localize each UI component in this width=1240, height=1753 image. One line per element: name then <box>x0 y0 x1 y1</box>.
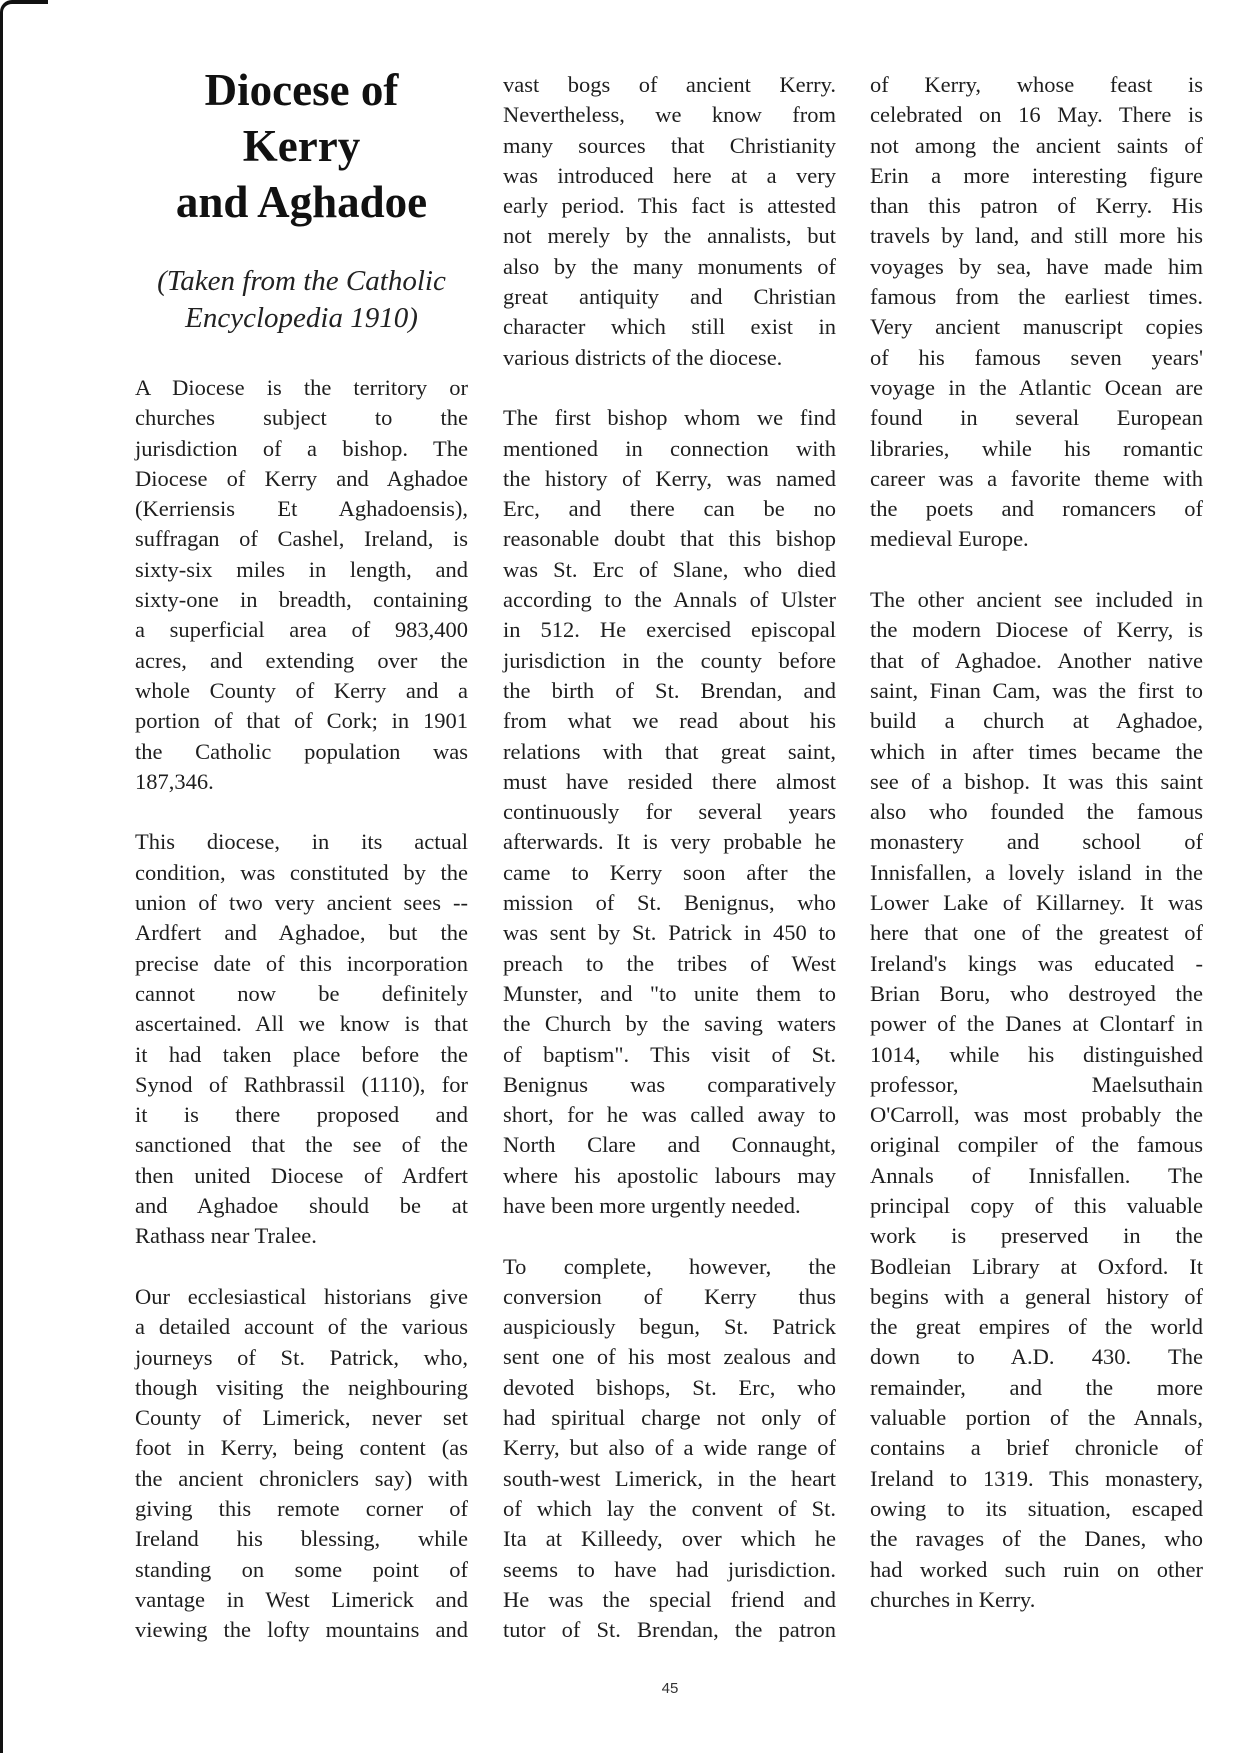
text-line: reasonable doubt that this bishop <box>503 526 836 552</box>
text-line: Nevertheless, we know from <box>503 102 836 128</box>
text-line: The other ancient see included in <box>870 587 1203 613</box>
paragraph <box>870 70 1203 555</box>
text-line: whole County of Kerry and a <box>135 677 468 703</box>
text-line: monastery and school of <box>870 829 1203 855</box>
text-line: Ireland's kings was educated - <box>870 950 1203 976</box>
page-corner-mark <box>0 0 48 1753</box>
text-line: Ireland to 1319. This monastery, <box>870 1465 1203 1491</box>
text-line: union of two very ancient sees -- <box>135 890 468 916</box>
text-line: mission of St. Benignus, who <box>503 890 836 916</box>
text-line: Diocese of Kerry and Aghadoe <box>135 465 468 491</box>
text-line: valuable portion of the Annals, <box>870 1405 1203 1431</box>
text-line: saint, Finan Cam, was the first to <box>870 677 1203 703</box>
text-line: Munster, and "to unite them to <box>503 980 836 1006</box>
text-line: down to A.D. 430. The <box>870 1344 1203 1370</box>
text-line: was introduced here at a very <box>503 162 836 188</box>
text-line: To complete, however, the <box>503 1253 836 1279</box>
text-line: (Kerriensis Et Aghadoensis), <box>135 496 468 522</box>
text-line: 1014, while his distinguished <box>870 1041 1203 1067</box>
text-line: have been more urgently needed. <box>503 1192 801 1218</box>
text-line: journeys of St. Patrick, who, <box>135 1344 468 1370</box>
text-line: also who founded the famous <box>870 799 1203 825</box>
text-line: This diocese, in its actual <box>135 829 468 855</box>
text-line: standing on some point of <box>135 1556 468 1582</box>
text-line: came to Kerry soon after the <box>503 859 836 885</box>
text-line: foot in Kerry, being content (as <box>135 1435 468 1461</box>
text-line: of Kerry, whose feast is <box>870 72 1203 97</box>
text-line: here that one of the greatest of <box>870 920 1203 946</box>
subtitle-line: (Taken from the Catholic <box>157 265 446 297</box>
text-line: Very ancient manuscript copies <box>870 314 1203 340</box>
text-line: O'Carroll, was most probably the <box>870 1102 1203 1128</box>
text-line: afterwards. It is very probable he <box>503 829 836 855</box>
text-line: found in several European <box>870 405 1203 431</box>
text-line: the Church by the saving waters <box>503 1011 836 1037</box>
text-line: cannot now be definitely <box>135 980 468 1006</box>
text-line: A Diocese is the territory or <box>135 375 468 400</box>
text-line: Rathass near Tralee. <box>135 1223 317 1249</box>
text-line: had worked such ruin on other <box>870 1556 1203 1582</box>
text-line: County of Limerick, never set <box>135 1405 468 1431</box>
text-line: relations with that great saint, <box>503 738 836 764</box>
paragraph <box>135 1282 468 1646</box>
article-subtitle <box>125 263 478 337</box>
paragraph <box>870 585 1203 1615</box>
text-line: was St. Erc of Slane, who died <box>503 556 836 582</box>
text-line: tutor of St. Brendan, the patron <box>503 1617 836 1643</box>
text-line: Innisfallen, a lovely island in the <box>870 859 1203 885</box>
paragraph <box>135 827 468 1251</box>
title-line: Kerry <box>242 121 361 171</box>
text-line: of his famous seven years' <box>870 344 1203 370</box>
text-line: preach to the tribes of West <box>503 950 836 976</box>
text-line: famous from the earliest times. <box>870 284 1203 310</box>
text-line: Brian Boru, who destroyed the <box>870 980 1203 1006</box>
title-line: and Aghadoe <box>175 177 428 227</box>
text-line: auspiciously begun, St. Patrick <box>503 1314 836 1340</box>
text-line: voyage in the Atlantic Ocean are <box>870 374 1203 400</box>
paragraph <box>503 403 836 1221</box>
text-line: libraries, while his romantic <box>870 435 1203 461</box>
text-line: sixty-six miles in length, and <box>135 556 468 582</box>
text-line: Bodleian Library at Oxford. It <box>870 1253 1203 1279</box>
text-line: the poets and romancers of <box>870 496 1203 522</box>
text-line: early period. This fact is attested <box>503 193 836 219</box>
paragraph-gap <box>503 373 836 403</box>
text-line: power of the Danes at Clontarf in <box>870 1011 1203 1037</box>
text-line: viewing the lofty mountains and <box>135 1617 468 1643</box>
text-column-3 <box>870 70 1203 1615</box>
text-line: many sources that Christianity <box>503 132 836 158</box>
text-line: Annals of Innisfallen. The <box>870 1162 1203 1188</box>
text-line: character which still exist in <box>503 314 836 340</box>
text-line: vast bogs of ancient Kerry. <box>503 72 836 97</box>
text-line: of baptism". This visit of St. <box>503 1041 836 1067</box>
text-column-2 <box>503 70 836 1645</box>
title-line: Diocese of <box>204 65 399 115</box>
text-line: travels by land, and still more his <box>870 223 1203 249</box>
text-line: it had taken place before the <box>135 1041 468 1067</box>
text-line: Benignus was comparatively <box>503 1071 836 1097</box>
text-line: career was a favorite theme with <box>870 465 1203 491</box>
text-line: Synod of Rathbrassil (1110), for <box>135 1071 468 1097</box>
text-line: in 512. He exercised episcopal <box>503 617 836 643</box>
text-line: where his apostolic labours may <box>503 1162 836 1188</box>
text-line: than this patron of Kerry. His <box>870 193 1203 219</box>
text-line: not merely by the annalists, but <box>503 223 836 249</box>
text-line: precise date of this incorporation <box>135 950 468 976</box>
text-line: the history of Kerry, was named <box>503 465 836 491</box>
text-line: also by the many monuments of <box>503 253 836 279</box>
text-line: was sent by St. Patrick in 450 to <box>503 920 836 946</box>
text-line: great antiquity and Christian <box>503 284 836 310</box>
text-line: sent one of his most zealous and <box>503 1344 836 1370</box>
text-line: vantage in West Limerick and <box>135 1586 468 1612</box>
text-line: churches subject to the <box>135 405 468 431</box>
page-number: 45 <box>661 1680 679 1697</box>
text-line: mentioned in connection with <box>503 435 836 461</box>
text-line: that of Aghadoe. Another native <box>870 647 1203 673</box>
text-line: sanctioned that the see of the <box>135 1132 468 1158</box>
text-line: devoted bishops, St. Erc, who <box>503 1374 836 1400</box>
text-line: had spiritual charge not only of <box>503 1405 836 1431</box>
text-line: not among the ancient saints of <box>870 132 1203 158</box>
subtitle-line: Encyclopedia 1910) <box>185 302 418 334</box>
text-line: the Catholic population was <box>135 738 468 764</box>
text-line: Our ecclesiastical historians give <box>135 1283 468 1309</box>
text-line: conversion of Kerry thus <box>503 1283 836 1309</box>
text-line: seems to have had jurisdiction. <box>503 1556 836 1582</box>
text-line: see of a bishop. It was this saint <box>870 768 1203 794</box>
paragraph-gap <box>870 555 1203 585</box>
text-line: professor, Maelsuthain <box>870 1071 1203 1097</box>
paragraph <box>503 70 836 373</box>
text-line: short, for he was called away to <box>503 1102 836 1128</box>
text-line: Erc, and there can be no <box>503 496 836 522</box>
text-line: Ireland his blessing, while <box>135 1526 468 1552</box>
text-line: portion of that of Cork; in 1901 <box>135 708 468 734</box>
text-line: though visiting the neighbouring <box>135 1374 468 1400</box>
text-line: jurisdiction in the county before <box>503 647 836 673</box>
text-line: the ravages of the Danes, who <box>870 1526 1203 1552</box>
text-line: voyages by sea, have made him <box>870 253 1203 279</box>
text-line: from what we read about his <box>503 708 836 734</box>
paragraph-gap <box>135 1252 468 1282</box>
article-title <box>135 62 468 230</box>
text-line: celebrated on 16 May. There is <box>870 102 1203 128</box>
text-line: North Clare and Connaught, <box>503 1132 836 1158</box>
text-line: the birth of St. Brendan, and <box>503 677 836 703</box>
text-line: medieval Europe. <box>870 526 1029 552</box>
text-line: giving this remote corner of <box>135 1495 468 1521</box>
text-line: Lower Lake of Killarney. It was <box>870 890 1203 916</box>
text-line: it is there proposed and <box>135 1102 468 1128</box>
text-line: He was the special friend and <box>503 1586 836 1612</box>
text-line: condition, was constituted by the <box>135 859 468 885</box>
text-line: work is preserved in the <box>870 1223 1203 1249</box>
text-line: ascertained. All we know is that <box>135 1011 468 1037</box>
text-line: Erin a more interesting figure <box>870 162 1203 188</box>
text-line: south-west Limerick, in the heart <box>503 1465 836 1491</box>
text-line: then united Diocese of Ardfert <box>135 1162 468 1188</box>
text-line: Ardfert and Aghadoe, but the <box>135 920 468 946</box>
text-line: continuously for several years <box>503 799 836 825</box>
text-line: the great empires of the world <box>870 1314 1203 1340</box>
text-line: according to the Annals of Ulster <box>503 587 836 613</box>
paragraph-gap <box>503 1221 836 1251</box>
text-line: churches in Kerry. <box>870 1586 1036 1612</box>
text-line: and Aghadoe should be at <box>135 1193 468 1219</box>
text-line: of which lay the convent of St. <box>503 1495 836 1521</box>
text-line: the ancient chroniclers say) with <box>135 1465 468 1491</box>
text-line: which in after times became the <box>870 738 1203 764</box>
text-line: acres, and extending over the <box>135 647 468 673</box>
text-column-1 <box>135 373 468 1645</box>
text-line: jurisdiction of a bishop. The <box>135 435 468 461</box>
text-line: begins with a general history of <box>870 1283 1203 1309</box>
text-line: must have resided there almost <box>503 768 836 794</box>
text-line: principal copy of this valuable <box>870 1192 1203 1218</box>
text-line: various districts of the diocese. <box>503 344 783 370</box>
text-line: suffragan of Cashel, Ireland, is <box>135 526 468 552</box>
text-line: Kerry, but also of a wide range of <box>503 1435 836 1461</box>
text-line: the modern Diocese of Kerry, is <box>870 617 1203 643</box>
text-line: contains a brief chronicle of <box>870 1435 1203 1461</box>
text-line: a detailed account of the various <box>135 1314 468 1340</box>
paragraph <box>503 1252 836 1646</box>
text-line: The first bishop whom we find <box>503 405 836 431</box>
text-line: Ita at Killeedy, over which he <box>503 1526 836 1552</box>
text-line: 187,346. <box>135 768 214 794</box>
text-line: remainder, and the more <box>870 1374 1203 1400</box>
paragraph <box>135 373 468 797</box>
paragraph-gap <box>135 797 468 827</box>
text-line: sixty-one in breadth, containing <box>135 587 468 613</box>
text-line: original compiler of the famous <box>870 1132 1203 1158</box>
text-line: build a church at Aghadoe, <box>870 708 1203 734</box>
text-line: a superficial area of 983,400 <box>135 617 468 643</box>
text-line: owing to its situation, escaped <box>870 1495 1203 1521</box>
